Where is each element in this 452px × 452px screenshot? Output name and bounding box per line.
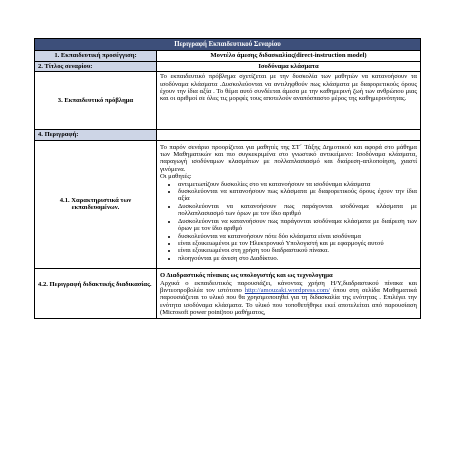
approach-value: Μοντέλο άμεσης διδασκαλίας(direct-instruction model): [157, 51, 421, 61]
list-item: • Δυσκολεύονται να κατανοήσουν πως παράγονται ισοδύναμα κλάσματα με διαίρεση των όρων με τον ίδιο αριθμό: [178, 218, 417, 233]
procedure-cell: [157, 269, 421, 318]
scenario-document: [34, 38, 420, 319]
title-value: Ισοδύναμα κλάσματα: [157, 61, 421, 71]
learners-students-heading: Οι μαθητές:: [160, 173, 192, 181]
row-problem: [35, 72, 421, 130]
row-title: [35, 61, 421, 71]
row-learners: [35, 140, 421, 269]
procedure-text-end: όπου στη σελίδα Μαθηματικά παρουσιάζεται το υλικό που θα χρησιμοποιηθεί για τη διδασκαλία της ενότητας . Επιλέγει την ενότητα ισοδύναμα κλάσματα. Το υλικό που τοποθετήθηκε εκεί αποτελείται από παρουσίαση (Microsoft power point)του μαθήματος,: [160, 286, 417, 317]
learners-intro: Το παρόν σενάριο προορίζεται για μαθητές της ΣΤ΄ Τάξης Δημοτικού και αφορά στο μάθημα των Μαθηματικών και πιο συγκεκριμένα στο γνωστικό αντικείμενο: Ισοδύναμα κλάσματα, παραγωγή ισοδύναμων κλασμάτων με πολλαπλασιασμό και διαίρεση-απλοποίηση, χιαστί γινόμενα.: [160, 143, 417, 173]
procedure-text: [160, 280, 417, 317]
title-label: 2. Τίτλος σεναρίου:: [35, 61, 157, 71]
learners-bullet-list: [160, 181, 417, 262]
row-procedure: [35, 269, 421, 318]
website-link[interactable]: http://amouzaki.wordpress.com/: [244, 286, 330, 294]
problem-text: Το εκπαιδευτικό πρόβλημα σχετίζεται με την δυσκολία των μαθητών να κατανοήσουν τα ισοδύναμα κλάσματα .Δυσκολεύονται να αντιληφθούν πως κλάσματα με διαφορετικούς όρους έχουν την ίδια αξία . Το θέμα αυτό συνδέεται άμεσα με την καθημερινή ζωή των ανθρώπου μιας και οι αριθμοί σε όλες τις μορφές τους αποτελούν αναπόσπαστο μέρος της καθημερινότητας.: [157, 72, 421, 130]
approach-label: 1. Εκπαιδευτική προσέγγιση:: [35, 51, 157, 61]
list-item: • πλοηγούνται με άνεση στο Διαδίκτυο.: [178, 255, 417, 262]
description-empty-cell: [157, 130, 421, 140]
procedure-heading: Ο Διαδραστικός πίνακας ως υπολογιστής και ως τεχνολογημα: [160, 272, 333, 280]
problem-label: 3. Εκπαιδευτικό πρόβλημα: [35, 72, 157, 130]
list-item: • Δυσκολεύονται να κατανοήσουν πως παράγονται ισοδύναμα κλάσματα με πολλαπλασιασμό των όρων με τον ίδιο αριθμό: [178, 203, 417, 218]
table-header-row: [35, 39, 421, 51]
description-label: 4. Περιγραφή:: [35, 130, 157, 140]
table-title: Περιγραφή Εκπαιδευτικού Σεναρίου: [35, 39, 421, 51]
row-approach: [35, 51, 421, 61]
learners-label: 4.1. Χαρακτηριστικά των εκπαιδευομένων.: [35, 140, 157, 269]
procedure-text-start: Αρχικά ο εκπαιδευτικός παρουσιάζει, κάνοντας χρήση Η/Υ,διαδραστικού πίνακα και βιντεοπροβολέα τον ιστότοπο: [160, 279, 417, 294]
learners-cell: [157, 140, 421, 269]
list-item: • δυσκολεύονται να κατανοήσουν πως κλάσματα με διαφορετικούς όρους έχουν την ίδια αξία: [178, 188, 417, 203]
list-item: • αντιμετωπίζουν δυσκολίες στο να κατανοήσουν τα ισοδύναμα κλάσματα: [178, 181, 417, 188]
scenario-table: [34, 38, 421, 319]
row-description: [35, 130, 421, 140]
list-item: • είναι εξοικειωμένοι με τον Ηλεκτρονικό Υπολογιστή και με εφαρμογές αυτού: [178, 240, 417, 247]
procedure-label: 4.2. Περιγραφή διδακτικής διαδικασίας.: [35, 269, 157, 318]
list-item: • είναι εξοικειωμένοι στη χρήση του διαδραστικού πίνακα.: [178, 247, 417, 254]
list-item: • δυσκολεύονται να κατανοήσουν πότε δύο κλάσματα είναι ισοδύναμα: [178, 233, 417, 240]
